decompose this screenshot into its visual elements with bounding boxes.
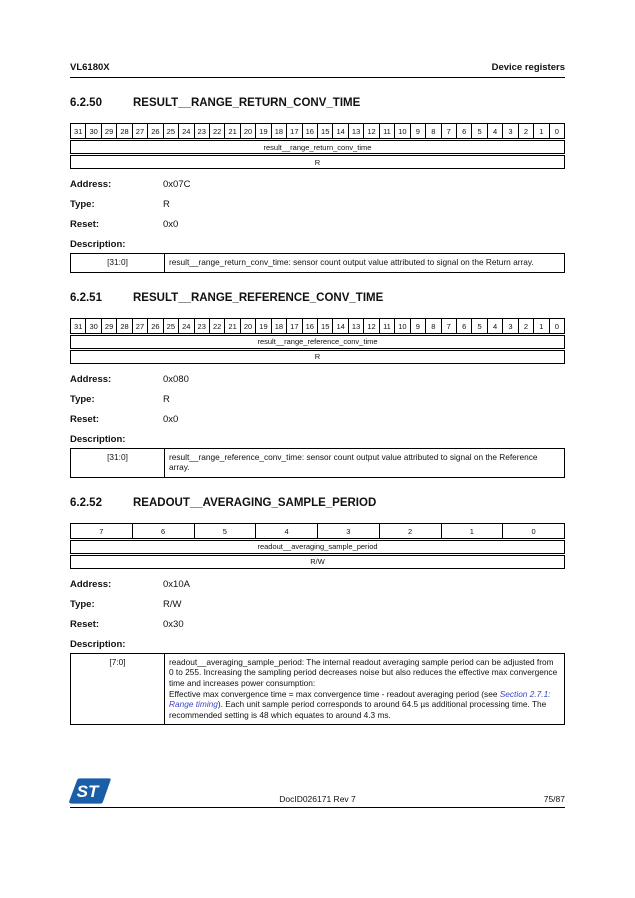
description-text-after-link: ). Each unit sample period corresponds to around 64.5 µs additional processing time. The recommended setting is 48 which equates to around 4.3 ms. [169,699,547,720]
bit-number-cell: 23 [195,319,210,333]
address-row [70,374,565,386]
address-label: Address: [70,179,112,190]
bit-number-cell: 29 [102,124,117,138]
description-text-cell: result__range_reference_conv_time: sensor count output value attributed to signal on the Reference array. [169,451,538,473]
reset-label: Reset: [70,618,100,630]
bit-number-cell: 22 [210,319,225,333]
section-result-range-return-conv-time [70,96,565,273]
register-diagram [70,318,565,364]
section-heading [70,496,565,510]
description-text-cell: result__range_return_conv_time: sensor count output value attributed to signal on the Return array. [169,257,534,267]
register-access-cell: R/W [70,555,565,569]
type-value: R [163,393,170,405]
type-label: Type: [70,199,95,210]
type-row [70,199,565,211]
bit-number-cell: 28 [117,124,132,138]
bit-number-cell: 25 [164,124,179,138]
bit-number-cell: 30 [86,124,101,138]
type-label: Type: [70,393,95,405]
bit-number-cell: 16 [303,319,318,333]
bit-numbers-row [70,318,565,334]
bit-number-cell: 12 [364,124,379,138]
st-logo-letters: ST [76,781,99,801]
section-readout-averaging-sample-period [70,496,565,726]
bit-number-cell: 31 [71,319,86,333]
bit-number-cell: 26 [148,124,163,138]
bit-number-cell: 30 [86,319,101,333]
bit-number-cell: 10 [395,124,410,138]
type-label: Type: [70,598,95,610]
page-header [70,62,565,74]
description-label: Description: [70,638,126,650]
description-table [70,253,565,273]
bit-number-cell: 3 [318,524,380,538]
bit-number-cell: 5 [472,319,487,333]
bit-number-cell: 27 [133,319,148,333]
section-number: 6.2.52 [70,496,102,509]
section-title: RESULT__RANGE_RETURN_CONV_TIME [133,97,361,109]
bit-number-cell: 1 [534,319,549,333]
bit-number-cell: 27 [133,124,148,138]
bit-number-cell: 10 [395,319,410,333]
bit-number-cell: 20 [241,319,256,333]
bit-number-cell: 1 [442,524,504,538]
bit-number-cell: 7 [442,124,457,138]
section-cross-reference-link[interactable]: Section 2.7.1: Range timing [169,688,551,710]
bit-number-cell: 7 [442,319,457,333]
bit-number-cell: 24 [179,319,194,333]
bit-number-cell: 29 [102,319,117,333]
bit-number-cell: 18 [272,319,287,333]
bit-number-cell: 15 [318,319,333,333]
bit-number-cell: 2 [519,124,534,138]
bit-numbers-row [70,123,565,139]
reset-row [70,219,565,231]
bit-number-cell: 14 [333,319,348,333]
address-value: 0x10A [163,578,190,590]
footer-doc-id: DocID026171 Rev 7 [279,794,356,804]
bit-number-cell: 4 [488,124,503,138]
bit-number-cell: 24 [179,124,194,138]
description-label: Description: [70,239,126,250]
bit-number-cell: 2 [519,319,534,333]
bit-number-cell: 16 [303,124,318,138]
bit-number-cell: 9 [411,124,426,138]
bit-number-cell: 6 [133,524,195,538]
bit-number-cell: 15 [318,124,333,138]
register-access-cell: R [70,155,565,169]
bit-number-cell: 6 [457,319,472,333]
description-label: Description: [70,433,126,445]
bit-number-cell: 22 [210,124,225,138]
bit-range-cell: [31:0] [71,254,165,272]
register-name-cell: result__range_reference_conv_time [70,335,565,349]
register-name-cell: result__range_return_conv_time [70,140,565,154]
bit-number-cell: 12 [364,319,379,333]
description-paragraph-2 [169,689,559,721]
section-title: READOUT__AVERAGING_SAMPLE_PERIOD [133,496,377,509]
bit-number-cell: 25 [164,319,179,333]
bit-number-cell: 17 [287,124,302,138]
type-row [70,599,565,611]
bit-number-cell: 7 [71,524,133,538]
bit-number-cell: 0 [554,321,559,331]
bit-number-cell: 18 [272,124,287,138]
header-rule [70,77,565,78]
header-product-name: VL6180X [70,62,110,73]
bit-number-cell: 31 [71,124,86,138]
address-label: Address: [70,373,112,385]
reset-label: Reset: [70,413,100,425]
type-row [70,394,565,406]
bit-number-cell: 21 [225,319,240,333]
bit-number-cell: 4 [488,319,503,333]
reset-row [70,414,565,426]
section-result-range-reference-conv-time [70,291,565,478]
bit-number-cell: 3 [503,124,518,138]
section-heading [70,96,565,110]
address-value: 0x080 [163,373,189,385]
bit-number-cell: 1 [534,124,549,138]
bit-number-cell: 8 [426,124,441,138]
reset-row [70,619,565,631]
bit-number-cell: 17 [287,319,302,333]
bit-number-cell: 6 [457,124,472,138]
bit-number-cell: 9 [411,319,426,333]
page-content [70,0,565,725]
address-value: 0x07C [163,179,191,190]
section-number: 6.2.51 [70,291,102,304]
address-row [70,579,565,591]
register-name-cell: readout__averaging_sample_period [70,540,565,554]
reset-value: 0x0 [163,219,179,230]
footer-page-number: 75/87 [543,794,565,804]
bit-number-cell: 0 [554,127,559,136]
section-number: 6.2.50 [70,97,102,109]
type-value: R [163,199,170,210]
bit-number-cell: 0 [531,526,536,536]
section-title: RESULT__RANGE_REFERENCE_CONV_TIME [133,291,384,304]
address-row [70,179,565,191]
bit-number-cell: 13 [349,124,364,138]
bit-number-cell: 20 [241,124,256,138]
type-value: R/W [163,598,182,610]
description-paragraph-1: readout__averaging_sample_period: The internal readout averaging sample period can be adjusted from 0 to 255. Increasing the sampling period decreases noise but also reduces the effective max convergence time and increases power consumption: [169,656,558,688]
bit-range-cell: [7:0] [71,654,165,725]
bit-number-cell: 2 [380,524,442,538]
bit-number-cell: 23 [195,124,210,138]
register-diagram [70,523,565,569]
bit-number-cell: 8 [426,319,441,333]
bit-number-cell: 3 [503,319,518,333]
bit-number-cell: 13 [349,319,364,333]
bit-number-cell: 5 [472,124,487,138]
register-diagram [70,123,565,169]
bit-number-cell: 19 [256,319,271,333]
description-table [70,448,565,478]
bit-number-cell: 14 [333,124,348,138]
bit-numbers-row [70,523,565,539]
register-access-cell: R [70,350,565,364]
bit-number-cell: 11 [380,319,395,333]
bit-number-cell: 11 [380,124,395,138]
bit-range-cell: [31:0] [71,449,165,477]
section-heading [70,291,565,305]
description-text-cell [165,654,564,725]
bit-number-cell: 26 [148,319,163,333]
bit-number-cell: 21 [225,124,240,138]
reset-value: 0x0 [163,413,179,425]
reset-label: Reset: [70,219,100,230]
bit-number-cell: 4 [256,524,318,538]
description-table [70,653,565,726]
reset-value: 0x30 [163,618,184,630]
header-chapter-title: Device registers [491,62,565,73]
address-label: Address: [70,578,112,590]
description-text-before-link: Effective max convergence time = max convergence time - readout averaging period (see [169,688,500,699]
page-footer [70,776,565,808]
bit-number-cell: 19 [256,124,271,138]
bit-number-cell: 28 [117,319,132,333]
bit-number-cell: 5 [195,524,257,538]
